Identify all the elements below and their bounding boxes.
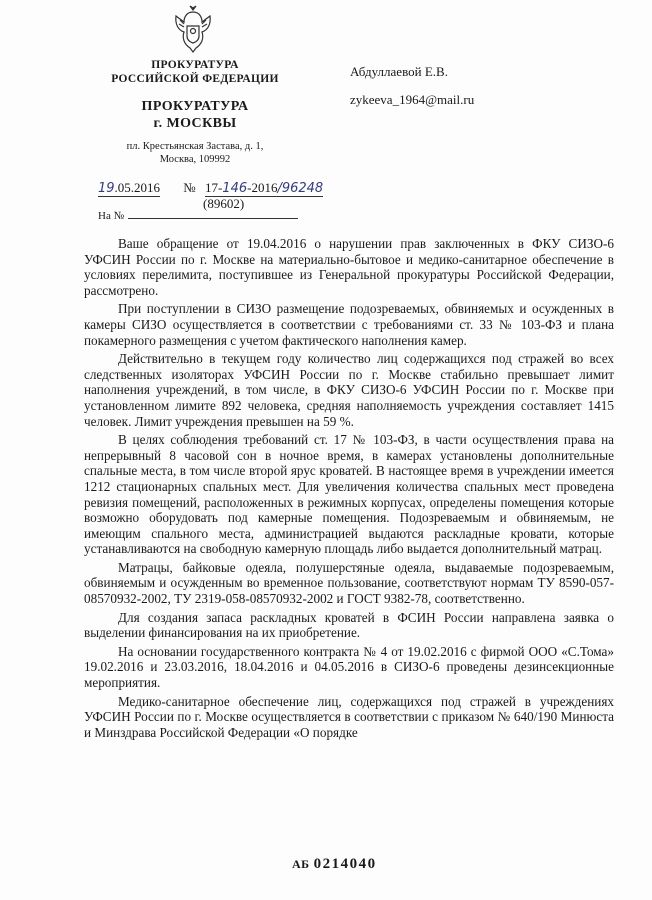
org-line-4: г. МОСКВЫ [153, 116, 237, 131]
org-line-2: РОССИЙСКОЙ ФЕДЕРАЦИИ [111, 73, 279, 85]
org-line-3: ПРОКУРАТУРА [141, 99, 249, 114]
address-line-1: пл. Крестьянская Застава, д. 1, [126, 141, 264, 152]
paragraph: В целях соблюдения требований ст. 17 № 103-ФЗ, в части осуществления права на непрерывный 8 часовой сон в ночное время, в камерах установлены дополнительные спальные места, в том числе второй ярус кроватей. В настоящее время в учреждении имеется 1212 стационарных спальных мест. Для увеличения количества спальных мест проведена ревизия помещений, расположенных в режимных корпусах, определены помещения которые возможно оборудовать под камерные помещения. Подозреваемым и обвиняемым, не имеющим спального места, администрацией выдаются раскладные кровати, которые устанавливаются на свободную камерную площадь либо выдается дополнительный матрац. [84, 432, 614, 557]
reply-label: На № [98, 210, 125, 222]
reply-reference [98, 210, 298, 222]
org-name-moscow [80, 98, 310, 132]
number-part-2: -2016 [247, 180, 278, 195]
letter-body [84, 236, 614, 743]
recipient-name: Абдуллаевой Е.В. [350, 64, 448, 79]
org-line-1: ПРОКУРАТУРА [151, 59, 239, 71]
paragraph: Матрацы, байковые одеяла, полушерстяные одеяла, выдаваемые подозреваемым, обвиняемым и осужденным во временное пользование, соответствуют нормам ТУ 8590-057-08570932-2002, ТУ 2319-058-08570932-2002 и ГОСТ 9382-78, соответственно. [84, 559, 614, 607]
paragraph: Ваше обращение от 19.04.2016 о нарушении прав заключенных в ФКУ СИЗО-6 УФСИН России по г. Москве на материально-бытовое и медико-санитарное обеспечение в условиях перелимита, поступившее из Генеральной прокуратуры Российской Федерации, рассмотрено. [84, 236, 614, 298]
number-part-1: 17- [204, 180, 223, 195]
reply-blank-line [128, 218, 298, 219]
coat-of-arms-icon [172, 4, 214, 54]
org-address [80, 140, 310, 166]
paragraph: Действительно в текущем году количество лиц содержащихся под стражей во всех следственных изоляторах УФСИН России по г. Москве стабильно превышает лимит наполнения учреждений, в том числе, в ФКУ СИЗО-6 УФСИН России по г. Москве при установленном лимите 892 человека, средняя наполняемость учреждения составляет 1415 человек. Лимит учреждения превышен на 59 %. [84, 351, 614, 429]
paragraph: На основании государственного контракта № 4 от 19.02.2016 с фирмой ООО «С.Тома» 19.02.2016 и 23.03.2016, 18.04.2016 и 04.05.2016 в СИЗО-6 проведены дезинсекционные мероприятия. [84, 643, 614, 691]
paragraph: Медико-санитарное обеспечение лиц, содержащихся под стражей в учреждениях УФСИН России по г. Москве осуществляется в соответствии с приказом № 640/190 Минюста и Минздрава Российской Федерации «О порядке [84, 693, 614, 740]
number-handwritten-1: 146 [222, 181, 248, 196]
document-date-number [98, 180, 323, 197]
serial-prefix: АБ [292, 857, 310, 871]
paragraph: Для создания запаса раскладных кроватей в ФСИН России направлена заявка о выделении финансирования на их приобретение. [84, 609, 614, 641]
number-handwritten-2: /96248 [277, 181, 324, 196]
date-handwritten: 19 [98, 181, 115, 196]
recipient-email: zykeeva_1964@mail.ru [350, 92, 475, 107]
serial-number: 0214040 [313, 856, 377, 872]
org-name-federal [80, 58, 310, 86]
date-printed: .05.2016 [114, 180, 161, 195]
address-line-2: Москва, 109992 [159, 154, 231, 165]
document-date [98, 180, 160, 197]
form-serial-number [292, 856, 377, 873]
registration-number: (89602) [203, 196, 245, 211]
paragraph: При поступлении в СИЗО размещение подозреваемых, обвиняемых и осужденных в камеры СИЗО осуществляется в соответствии с требованиями ст. 33 № 103-ФЗ и плана покамерного размещения с учетом фактического наполнения камер. [84, 301, 614, 348]
number-label: № [183, 180, 196, 195]
document-number [205, 180, 323, 197]
